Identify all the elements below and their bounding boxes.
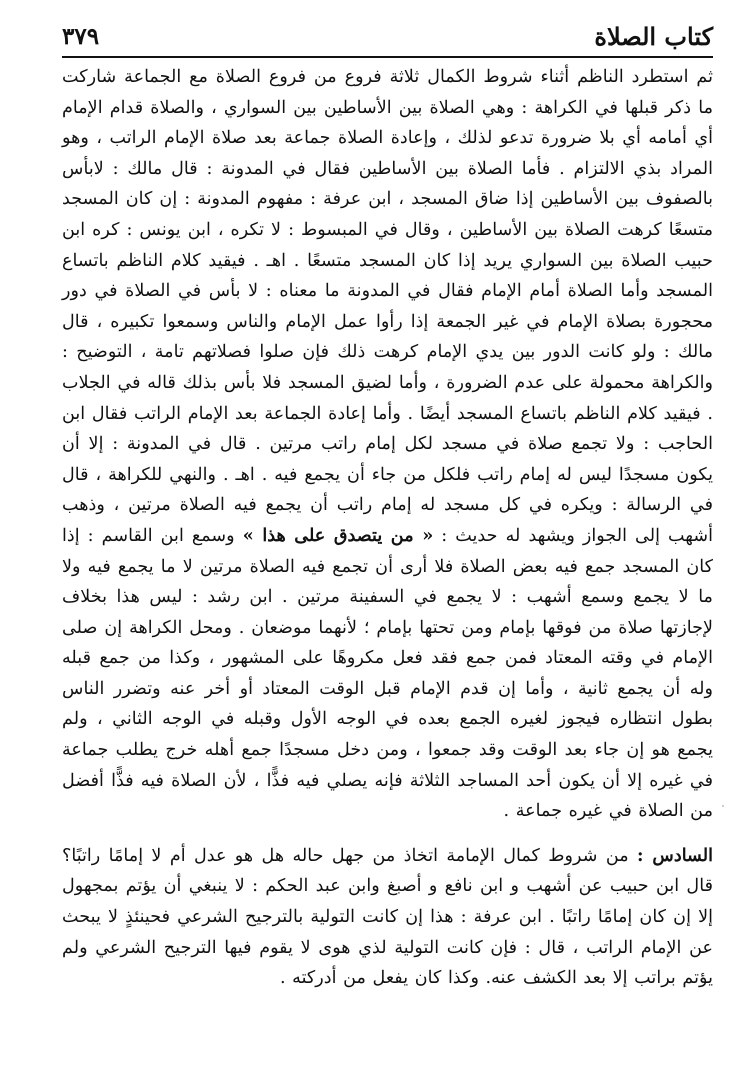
margin-speck <box>722 805 724 807</box>
section-lead-sixth: السادس : <box>637 844 714 866</box>
running-title: كتاب الصلاة <box>594 22 713 51</box>
paragraph-main-text: ثم استطرد الناظم أثناء شروط الكمال ثلاثة فروع من فروع الصلاة مع الجماعة شاركت ما ذكر قبلها في الكراهة : وهي الصلاة بين الأساطين بين السواري ، والصلاة قدام الإمام أي أمامه أي بلا ضرورة تدعو لذلك ، وإعادة الصلاة جماعة بعد صلاة الإمام الراتب ، وهو المراد بذي الالتزام . فأما الصلاة بين الأساطين فقال في المدونة : قال مالك : لابأس بالصفوف بين الأساطين إذا ضاق المسجد ، ابن عرفة : مفهوم المدونة : إن كان المسجد متسعًا كرهت الصلاة بين الأساطين ، وقال في المبسوط : لا تكره ، ابن يونس : كره ابن حبيب الصلاة بين السواري يريد إذا كان المسجد متسعًا . اهـ . فيقيد كلام الناظم باتساع المسجد وأما الصلاة أمام الإمام فقال في المدونة ما معناه : لا بأس في الصلاة في دور محجورة بصلاة الإمام في غير الجمعة إذا رأوا عمل الإمام والناس وسمعوا تكبيره ، قال مالك : ولو كانت الدور بين يدي الإمام كرهت ذلك فإن صلوا فصلاتهم تامة ، التوضيح : والكراهة محمولة على عدم الضرورة ، وأما لضيق المسجد فلا بأس بذلك قاله في الجلاب . فيقيد كلام الناظم باتساع المسجد أيضًا . وأما إعادة الجماعة بعد الإمام الراتب فقال ابن الحاجب : ولا تجمع صلاة في مسجد لكل إمام راتب مرتين . قال في المدونة : إلا أن يكون مسجدًا ليس له إمام راتب فلكل من جاء أن يجمع فيه . اهـ . والنهي للكراهة ، قال في الرسالة : ويكره في كل مسجد له إمام راتب أن يجمع فيه الصلاة مرتين ، وذهب أشهب إلى الجواز ويشهد له حديث : <box>62 67 714 546</box>
page-number: ٣٧٩ <box>62 23 100 50</box>
page-header <box>62 22 713 56</box>
paragraph-main-continued: وسمع ابن القاسم : إذا كان المسجد جمع فيه بعض الصلاة فلا أرى أن تجمع فيه الصلاة مرتين لا ما يجمع فيه ولا ما لا يجمع وسمع أشهب : لا يجمع في السفينة مرتين . ابن رشد : ليس هذا بخلاف لإجازتها صلاة من فوقها بإمام ومن تحتها بإمام ؛ لأنهما موضعان . ومحل الكراهة إن صلى الإمام في وقته المعتاد فمن جمع فقد فعل مكروهًا على المشهور ، وكذا من جمع قبله وله أن يجمع ثانية ، وأما إن قدم الإمام قبل الوقت المعتاد أو أخر عنه وتضرر الناس بطول انتظاره فيجوز لغيره الجمع بعده في الوجه الأول وقبله في الوجه الثاني ، ولم يجمع هو إن جاء بعد الوقت وقد جمعوا ، ومن دخل مسجدًا جمع أهله خرج يطلب جماعة في غيره إلا أن يكون أحد المساجد الثلاثة فإنه يصلي فيه فذًّا ، لأن الصلاة فيه فذًّا أفضل من الصلاة في غيره جماعة . <box>62 525 713 822</box>
paragraph-sixth <box>62 841 713 994</box>
paragraph-main <box>62 62 713 827</box>
paragraph-sixth-text: من شروط كمال الإمامة اتخاذ من جهل حاله هل هو عدل أم لا إمامًا راتبًا؟ قال ابن حبيب عن أشهب و ابن نافع و أصبغ وابن عبد الحكم : لا ينبغي أن يؤتم بمجهول إلا إن كان إمامًا راتبًا . ابن عرفة : هذا إن كانت التولية بالترجيح الشرعي فحينئذٍ لا يبحث عن الإمام الراتب ، قال : فإن كانت التولية لذي هوى لا يقوم فيها الترجيح الشرعي ولم يؤتم براتب إلا بعد الكشف عنه. وكذا كان يفعل من أدركته . <box>62 845 713 989</box>
hadith-quote: « من يتصدق على هذا » <box>242 524 434 546</box>
page-body <box>62 62 713 994</box>
header-divider <box>62 56 713 58</box>
